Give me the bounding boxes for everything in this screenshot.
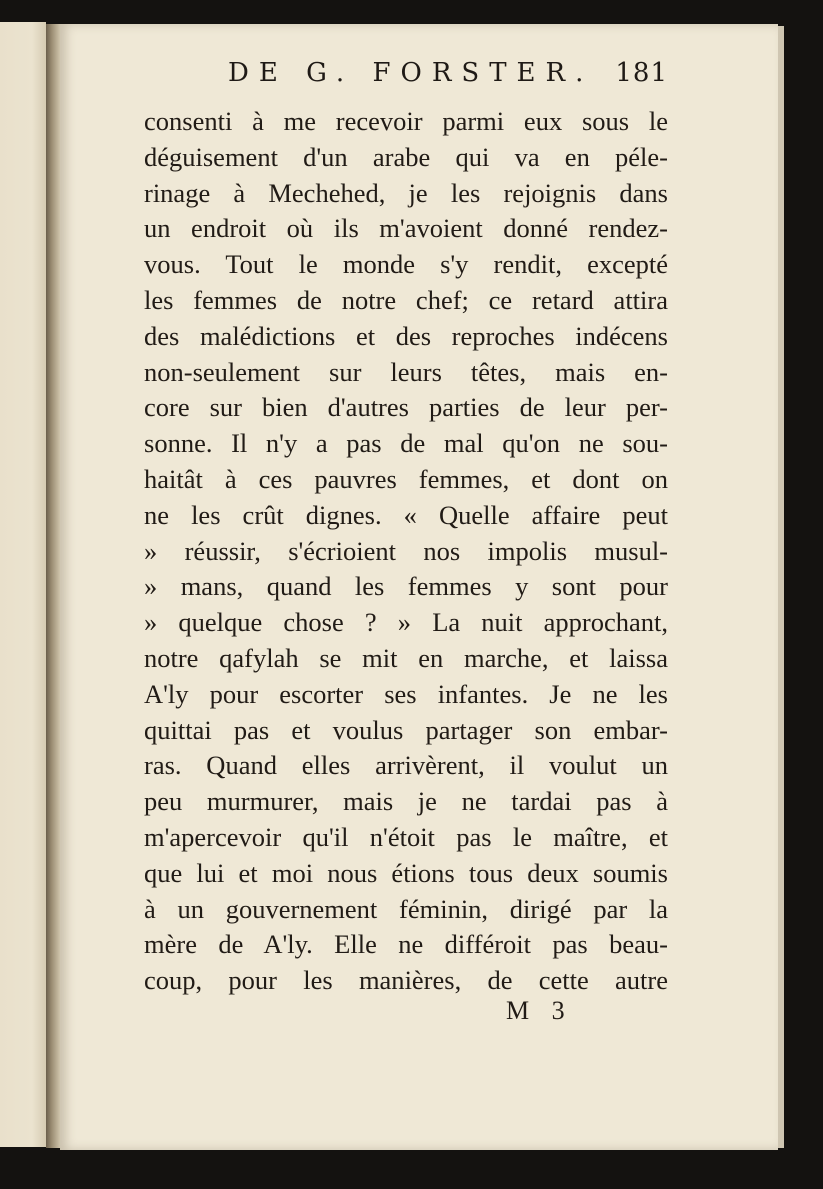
text-line: coup, pour les manières, de cette autre — [144, 965, 668, 996]
text-line: A'ly pour escorter ses infantes. Je ne les — [144, 678, 668, 709]
text-line: à un gouvernement féminin, dirigé par la — [144, 893, 668, 924]
running-title: DE G. FORSTER. — [228, 58, 594, 88]
text-line: core sur bien d'autres parties de leur per- — [144, 392, 668, 423]
body-text — [144, 104, 668, 999]
text-line: ras. Quand elles arrivèrent, il voulut un — [144, 750, 668, 781]
text-line: non-seulement sur leurs têtes, mais en- — [144, 356, 668, 387]
text-line: déguisement d'un arabe qui va en péle- — [144, 141, 668, 172]
text-line: consenti à me recevoir parmi eux sous le — [144, 106, 668, 136]
page-number: 181 — [615, 58, 668, 88]
page-header — [228, 58, 668, 98]
text-line: les femmes de notre chef; ce retard attira — [144, 284, 668, 315]
text-line: haitât à ces pauvres femmes, et dont on — [144, 463, 668, 494]
text-line: que lui et moi nous étions tous deux soumis — [144, 857, 668, 888]
printer-signature: M 3 — [506, 996, 573, 1025]
text-line: des malédictions et des reproches indécens — [144, 320, 668, 351]
text-line: un endroit où ils m'avoient donné rendez- — [144, 213, 668, 244]
text-line: mère de A'ly. Elle ne différoit pas beau- — [144, 929, 668, 960]
text-line: sonne. Il n'y a pas de mal qu'on ne sou- — [144, 428, 668, 459]
facing-page-edge — [0, 22, 46, 1147]
text-line: vous. Tout le monde s'y rendit, excepté — [144, 249, 668, 280]
text-line: ne les crût dignes. « Quelle affaire peut — [144, 499, 668, 530]
text-line: notre qafylah se mit en marche, et laissa — [144, 642, 668, 673]
text-line: peu murmurer, mais je ne tardai pas à — [144, 786, 668, 817]
page-fore-edge — [778, 26, 784, 1148]
text-line: quittai pas et voulus partager son embar- — [144, 714, 668, 745]
text-line: » mans, quand les femmes y sont pour — [144, 571, 668, 602]
book-gutter — [46, 24, 60, 1148]
text-line: m'apercevoir qu'il n'étoit pas le maître, et — [144, 821, 668, 852]
text-line: » quelque chose ? » La nuit approchant, — [144, 607, 668, 638]
text-line: » réussir, s'écrioient nos impolis musul- — [144, 535, 668, 566]
text-line: rinage à Mechehed, je les rejoignis dans — [144, 177, 668, 208]
